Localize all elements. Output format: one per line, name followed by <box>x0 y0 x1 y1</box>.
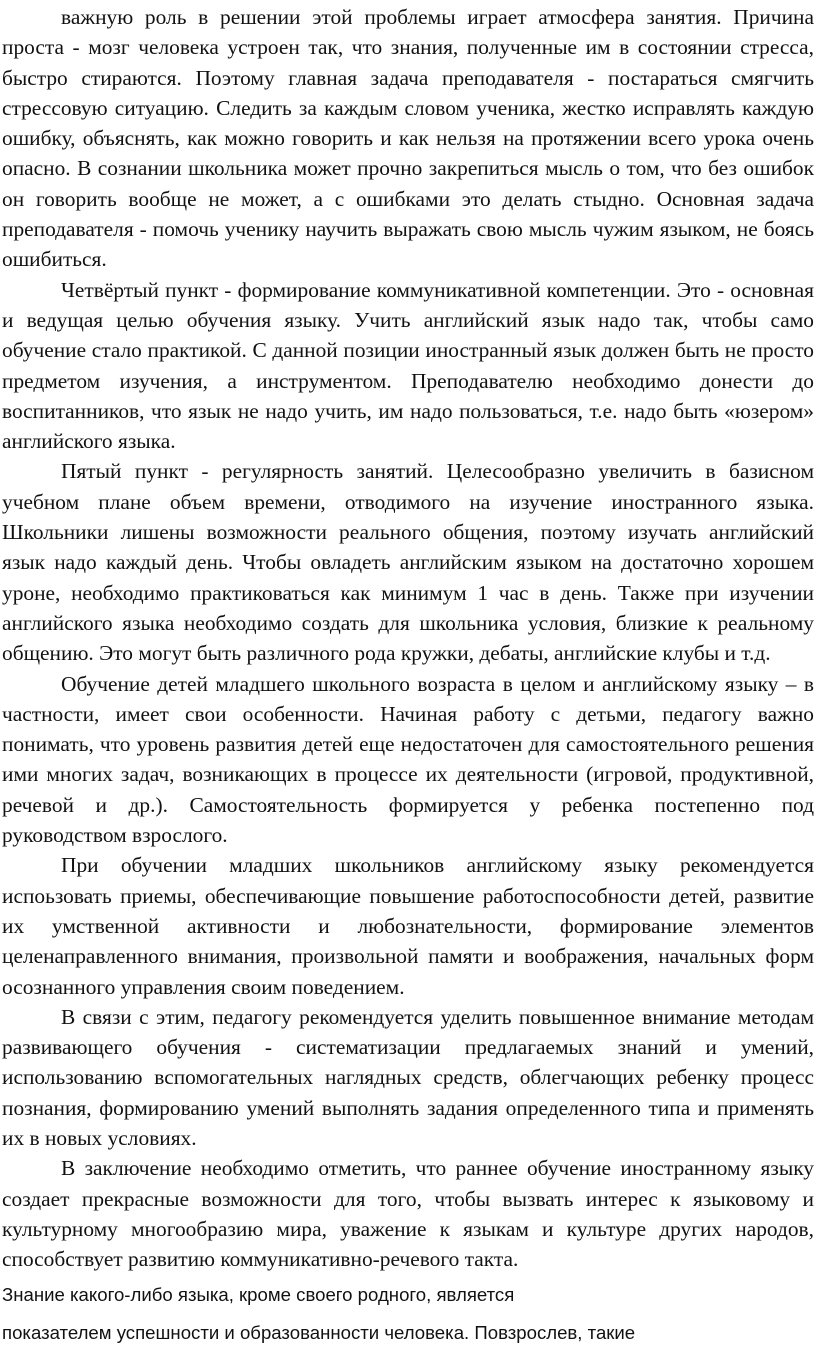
paragraph-conclusion: В заключение необходимо отметить, что раннее обучение иностранному языку создает прекрасные возможности для того, чтобы вызвать интерес к языковому и культурному многообразию мира, уважение к языкам и культуре других народов, способствует развитию коммуникативно-речевого такта. <box>2 1156 814 1272</box>
tail-line: показателем успешности и образованности человека. Повзрослев, такие <box>2 1322 636 1344</box>
paragraph-developmental-learning: В связи с этим, педагогу рекомендуется уделить повышенное внимание методам развивающего обучения - систематизации предлагаемых знаний и умений, использованию вспомогательных наглядных средств, облегчающих ребенку процесс познания, формированию умений выполнять задания определенного типа и применять их в новых условиях. <box>2 1004 814 1150</box>
tail-line: Знание какого-либо языка, кроме своего родного, является <box>2 1284 515 1306</box>
paragraph-methods: При обучении младших школьников английскому языку рекомендуется испоьзовать приемы, обеспечивающие повышение работоспособности детей, развитие их умственной активности и любознательности, формирование элементов целенаправленного внимания, произвольной памяти и воображения, начальных форм осознанного управления своим поведением. <box>2 853 814 999</box>
tail-text-block <box>2 1276 814 1352</box>
paragraph-young-learners: Обучение детей младшего школьного возраста в целом и английскому языку – в частности, имеет свои особенности. Начиная работу с детьми, педагогу важно понимать, что уровень развития детей еще недостаточен для самостоятельного решения ими многих задач, возникающих в процессе их деятельности (игровой, продуктивной, речевой и др.). Самостоятельность формируется у ребенка постепенно под руководством взрослого. <box>2 671 814 848</box>
paragraph-regularity: Пятый пункт - регулярность занятий. Целесообразно увеличить в базисном учебном плане объем времени, отводимого на изучение иностранного языка. Школьники лишены возможности реального общения, поэтому изучать английский язык надо каждый день. Чтобы овладеть английским языком на достаточно хорошем уроне, необходимо практиковаться как минимум 1 час в день. Также при изучении английского языка необходимо создать для школьника условия, близкие к реальному общению. Это могут быть различного рода кружки, дебаты, английские клубы и т.д. <box>2 459 814 666</box>
paragraph-atmosphere: важную роль в решении этой проблемы играет атмосфера занятия. Причина проста - мозг человека устроен так, что знания, полученные им в состоянии стресса, быстро стираются. Поэтому главная задача преподавателя - постараться смягчить стрессовую ситуацию. Следить за каждым словом ученика, жестко исправлять каждую ошибку, объяснять, как можно говорить и как нельзя на протяжении всего урока очень опасно. В сознании школьника может прочно закрепиться мысль о том, что без ошибок он говорить вообще не может, а с ошибками это делать стыдно. Основная задача преподавателя - помочь ученику научить выражать свою мысль чужим языком, не боясь ошибиться. <box>2 5 814 272</box>
paragraph-communicative-competence: Четвёртый пункт - формирование коммуникативной компетенции. Это - основная и ведущая целью обучения языку. Учить английский язык надо так, чтобы само обучение стало практикой. С данной позиции иностранный язык должен быть не просто предметом изучения, а инструментом. Преподавателю необходимо донести до воспитанников, что язык не надо учить, им надо пользоваться, т.е. надо быть «юзером» английского языка. <box>2 277 814 454</box>
